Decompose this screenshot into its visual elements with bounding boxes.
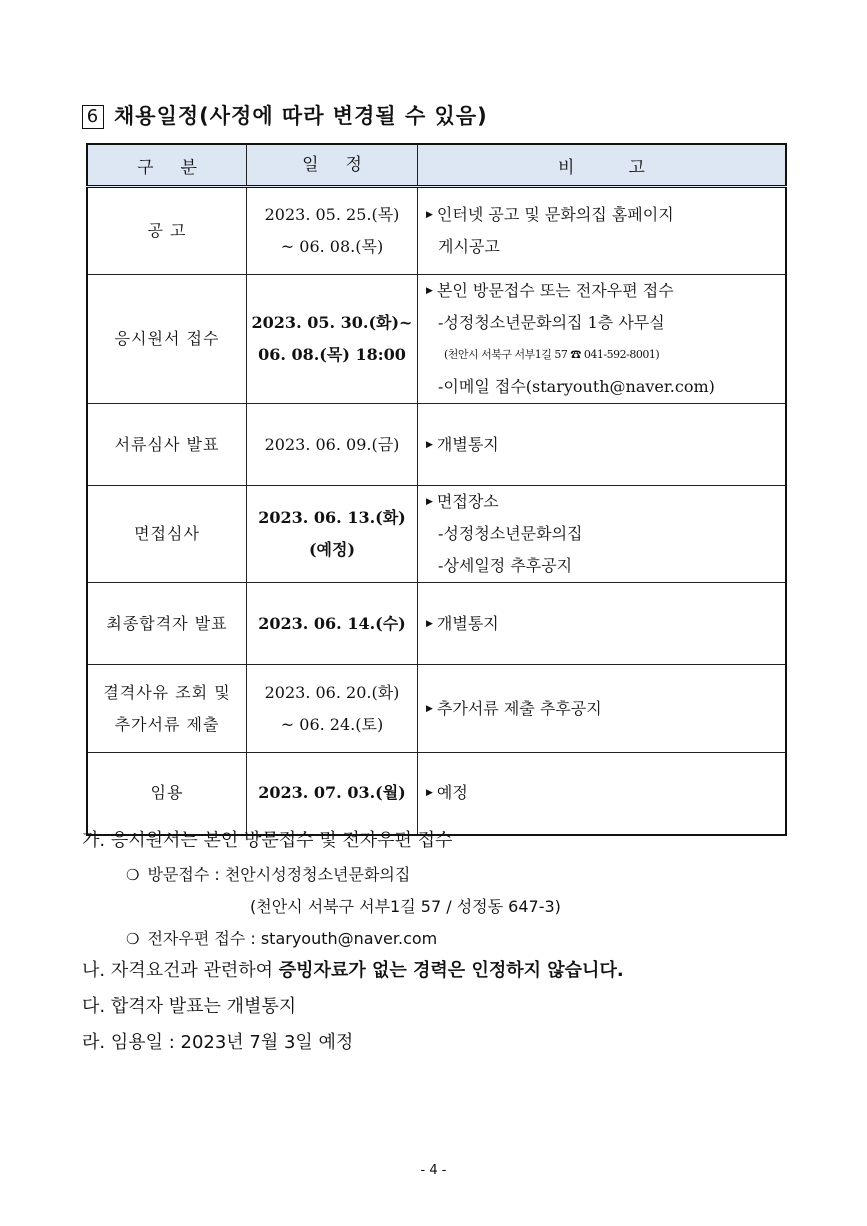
schedule-text: 2023. 06. 14.(수) [258, 613, 406, 633]
remark-line [426, 777, 785, 809]
triangle-bullet-icon: ▶ [426, 439, 433, 450]
schedule-table [86, 143, 787, 836]
schedule-cell [247, 275, 418, 404]
remark-text: 개별통지 [436, 613, 499, 633]
schedule-text: ~ 06. 08.(목) [280, 237, 384, 256]
schedule-text: 2023. 06. 09.(금) [264, 434, 400, 454]
remark-text: (천안시 서북구 서부1길 57 ☎ 041-592-8001) [444, 348, 660, 361]
remark-text: -성정청소년문화의집 1층 사무실 [438, 313, 665, 332]
header-remarks: 비 고 [418, 144, 787, 187]
remark-text: 본인 방문접수 또는 전자우편 접수 [436, 281, 674, 300]
note-na-bold: 증빙자료가 없는 경력은 인정하지 않습니다. [278, 960, 624, 981]
remark-line [426, 486, 785, 518]
note-visit-address: (천안시 서북구 서부1길 57 / 성정동 647-3) [250, 897, 561, 916]
header-schedule: 일 정 [247, 144, 418, 187]
schedule-cell [247, 486, 418, 583]
note-visit [126, 862, 410, 885]
category-cell [87, 753, 247, 835]
remark-line [426, 429, 785, 461]
note-email [126, 926, 437, 949]
remark-line [426, 307, 785, 339]
remark-line [426, 608, 785, 640]
remarks-cell [418, 275, 787, 404]
category-cell [87, 583, 247, 665]
remark-text: 면접장소 [436, 492, 499, 511]
section-number-box: 6 [82, 105, 104, 129]
schedule-text: 06. 08.(목) 18:00 [258, 345, 406, 364]
remarks-cell [418, 665, 787, 753]
category-text: 면접심사 [134, 524, 200, 543]
remark-text: 개별통지 [436, 434, 499, 454]
remark-line [426, 371, 785, 403]
schedule-text: 2023. 05. 25.(목) [264, 205, 400, 224]
remarks-cell [418, 404, 787, 486]
note-na [82, 956, 624, 982]
header-category: 구 분 [87, 144, 247, 187]
note-da: 다. 합격자 발표는 개별통지 [82, 996, 297, 1017]
note-email-text: 전자우편 접수 : staryouth@naver.com [147, 929, 438, 948]
table-header-row [87, 144, 786, 187]
remark-text: 예정 [436, 783, 468, 803]
remark-line [426, 199, 785, 231]
remark-line [426, 550, 785, 582]
remark-text: 추가서류 제출 추후공지 [436, 698, 602, 718]
schedule-text: 2023. 07. 03.(월) [258, 783, 406, 803]
table-row [87, 665, 786, 753]
category-text: 결격사유 조회 및 [103, 682, 231, 702]
schedule-text: 2023. 06. 13.(화) [258, 508, 406, 527]
note-ga: 가. 응시원서는 본인 방문접수 및 전자우편 접수 [82, 830, 453, 851]
triangle-bullet-icon: ▶ [426, 618, 433, 629]
category-cell [87, 486, 247, 583]
table-row [87, 275, 786, 404]
schedule-text: 2023. 06. 20.(화) [264, 682, 400, 702]
category-text: 공 고 [147, 221, 187, 240]
triangle-bullet-icon: ▶ [426, 788, 433, 799]
table-row [87, 404, 786, 486]
category-cell [87, 665, 247, 753]
category-text: 최종합격자 발표 [106, 613, 228, 633]
table-row [87, 583, 786, 665]
remark-text: 게시공고 [438, 237, 500, 256]
schedule-text: ~ 06. 24.(토) [280, 714, 384, 734]
remarks-cell [418, 753, 787, 835]
category-cell [87, 187, 247, 275]
category-text: 응시원서 접수 [114, 329, 220, 348]
category-text: 서류심사 발표 [114, 434, 220, 454]
remarks-cell [418, 187, 787, 275]
circle-bullet-icon: ❍ [126, 866, 140, 884]
schedule-cell [247, 753, 418, 835]
remarks-cell [418, 486, 787, 583]
category-cell [87, 275, 247, 404]
table-row [87, 187, 786, 275]
note-visit-text: 방문접수 : 천안시성정청소년문화의집 [147, 865, 411, 884]
remark-text: -상세일정 추후공지 [438, 556, 573, 575]
table-row [87, 486, 786, 583]
remark-text: -성정청소년문화의집 [438, 524, 583, 543]
table-row [87, 753, 786, 835]
circle-bullet-icon: ❍ [126, 930, 140, 948]
remark-text: 인터넷 공고 및 문화의집 홈페이지 [436, 205, 674, 224]
triangle-bullet-icon: ▶ [426, 703, 433, 714]
remark-line [426, 275, 785, 307]
section-heading [82, 100, 488, 130]
triangle-bullet-icon: ▶ [426, 497, 433, 507]
remark-line [426, 693, 785, 725]
triangle-bullet-icon: ▶ [426, 210, 433, 220]
category-text: 추가서류 제출 [114, 714, 220, 734]
remark-line [426, 231, 785, 263]
schedule-cell [247, 187, 418, 275]
remark-line [426, 518, 785, 550]
page-number: - 4 - [420, 1163, 447, 1178]
section-title: 채용일정(사정에 따라 변경될 수 있음) [114, 104, 488, 128]
schedule-text: (예정) [308, 540, 356, 559]
remarks-cell [418, 583, 787, 665]
schedule-cell [247, 404, 418, 486]
category-cell [87, 404, 247, 486]
triangle-bullet-icon: ▶ [426, 286, 433, 296]
note-na-text: 나. 자격요건과 관련하여 [82, 960, 279, 981]
schedule-cell [247, 583, 418, 665]
remark-line [426, 339, 785, 371]
category-text: 임용 [150, 783, 184, 803]
schedule-text: 2023. 05. 30.(화)~ [251, 313, 413, 332]
remark-text: -이메일 접수(staryouth@naver.com) [438, 377, 715, 396]
schedule-cell [247, 665, 418, 753]
note-ra: 라. 임용일 : 2023년 7월 3일 예정 [82, 1032, 354, 1053]
